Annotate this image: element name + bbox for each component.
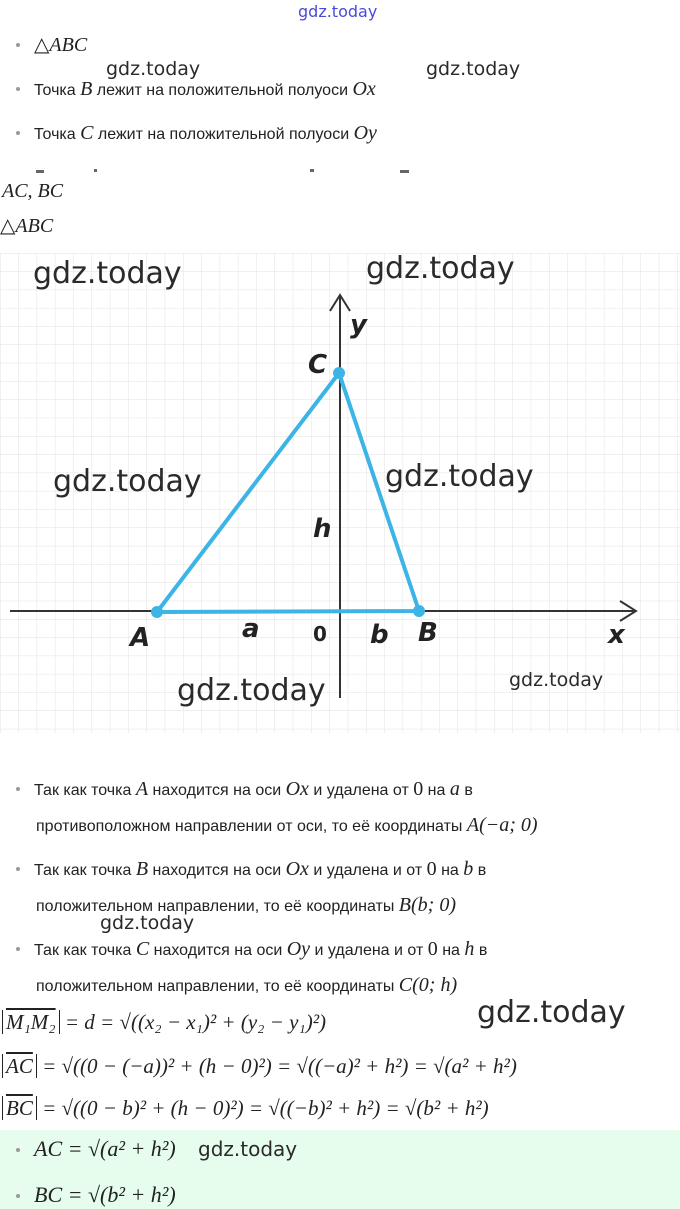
bullet-icon (16, 867, 20, 871)
label-c: C (308, 350, 328, 380)
bullet-icon (16, 1194, 20, 1198)
answer-bc: BC = √(b² + h²) (16, 1182, 176, 1208)
watermark-7: gdz.today (177, 673, 326, 708)
reason-1-line-2: противоположном направлении от оси, то её координаты A(−a; 0) (36, 814, 538, 836)
point-c-dot (333, 367, 345, 379)
watermark-4: gdz.today (366, 251, 515, 286)
bullet-icon (16, 787, 20, 791)
header-watermark: gdz.today (298, 2, 378, 21)
watermark-9: gdz.today (100, 912, 195, 934)
watermark-1: gdz.today (106, 58, 201, 80)
formula-ac: $\overline{AC} = √((0 - (-a))^2 + (h - 0)^2) = √((-a)^2 + h^2) = √(a^2 + h^2)$ (2, 1054, 517, 1079)
triangle-line: △ABC (0, 215, 54, 237)
bullet-icon (16, 1148, 20, 1152)
given-item-2: Точка B лежит на положительной полуоси Ox (16, 78, 376, 101)
formula-general: M₁M₂ = d = √((x₂ − x₁)² + (y₂ − y₁)²) (2, 1010, 326, 1035)
bullet-icon (16, 87, 20, 91)
label-b: B (418, 618, 438, 648)
watermark-8: gdz.today (509, 669, 604, 691)
watermark-10: gdz.today (477, 995, 626, 1030)
watermark-2: gdz.today (426, 58, 521, 80)
formula-bc: $\overline{BC} = √((0 - b)^2 + (h - 0)^2) = √((-b)^2 + h^2) = √(b^2 + h^2)$ (2, 1096, 489, 1121)
bullet-icon (16, 947, 20, 951)
label-h: h (313, 514, 332, 544)
reason-1-line-1: Так как точка A находится на оси Ox и удалена от 0 на a в (16, 778, 473, 801)
reason-3-line-2: положительном направлении, то её координаты C(0; h) (36, 974, 458, 996)
label-x: x (608, 620, 625, 650)
answer-ac: AC = √(a² + h²) (16, 1136, 176, 1162)
label-b-length: b (370, 620, 389, 650)
watermark-3: gdz.today (33, 256, 182, 291)
watermark-5: gdz.today (53, 464, 202, 499)
label-origin: 0 (313, 622, 327, 646)
label-a-length: a (242, 614, 260, 644)
point-b-dot (413, 605, 425, 617)
bullet-icon (16, 131, 20, 135)
label-a: A (130, 623, 151, 653)
label-y: y (350, 310, 367, 340)
point-a-dot (151, 606, 163, 618)
reason-2-line-2: положительном направлении, то её координаты B(b; 0) (36, 894, 456, 916)
given-item-3: Точка C лежит на положительной полуоси Oy (16, 122, 377, 145)
reason-2-line-1: Так как точка B находится на оси Ox и удалена и от 0 на b в (16, 858, 486, 881)
given-triangle: △ABC (34, 34, 88, 56)
reason-3-line-1: Так как точка C находится на оси Oy и удалена и от 0 на h в (16, 938, 487, 961)
clipped-line (30, 168, 430, 174)
watermark-6: gdz.today (385, 459, 534, 494)
bullet-icon (16, 43, 20, 47)
find-line: AC, BC (2, 180, 64, 202)
given-item-1 (16, 32, 87, 57)
watermark-11: gdz.today (198, 1137, 298, 1161)
